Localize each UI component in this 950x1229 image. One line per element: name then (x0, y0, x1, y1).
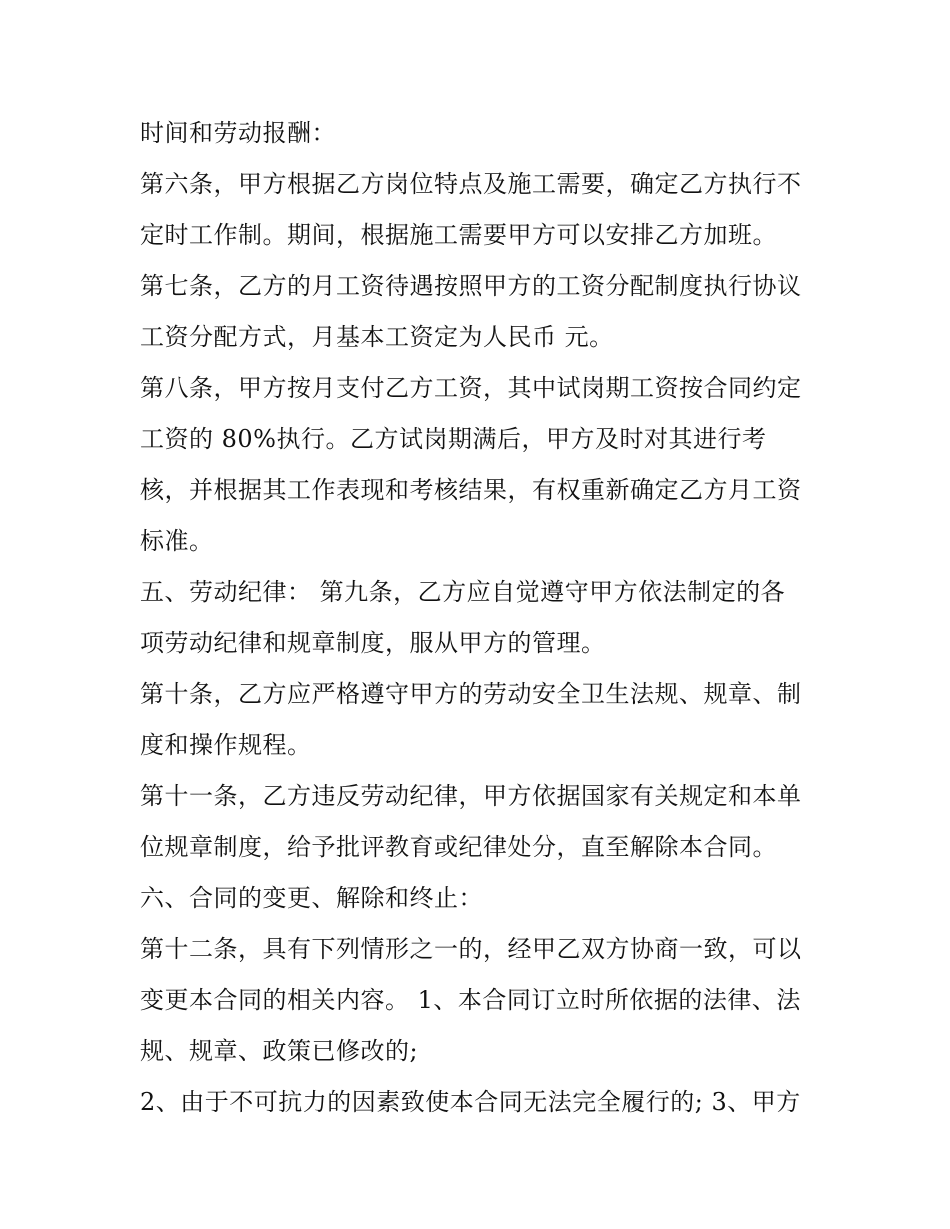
text-line: 第八条，甲方按月支付乙方工资，其中试岗期工资按合同约定 (140, 374, 802, 402)
text-line: 规、规章、政策已修改的; (140, 1037, 419, 1065)
text-line: 时间和劳动报酬： (140, 119, 336, 147)
text-line: 定时工作制。期间，根据施工需要甲方可以安排乙方加班。 (140, 221, 777, 249)
text-line: 五、劳动纪律： 第九条，乙方应自觉遵守甲方依法制定的各 (140, 578, 786, 606)
text-line: 度和操作规程。 (140, 731, 312, 759)
document-body (140, 108, 820, 1128)
text-line: 第十一条，乙方违反劳动纪律，甲方依据国家有关规定和本单 (140, 782, 802, 810)
text-line: 项劳动纪律和规章制度，服从甲方的管理。 (140, 629, 606, 657)
text-line: 六、合同的变更、解除和终止： (140, 884, 483, 912)
text-line: 标准。 (140, 527, 214, 555)
text-line: 2、由于不可抗力的因素致使本合同无法完全履行的; 3、甲方 (140, 1088, 801, 1116)
text-line: 第七条，乙方的月工资待遇按照甲方的工资分配制度执行协议 (140, 272, 802, 300)
text-line: 第十条，乙方应严格遵守甲方的劳动安全卫生法规、规章、制 (140, 680, 802, 708)
text-line: 位规章制度，给予批评教育或纪律处分，直至解除本合同。 (140, 833, 777, 861)
text-line: 变更本合同的相关内容。 1、本合同订立时所依据的法律、法 (140, 986, 801, 1014)
text-line: 工资分配方式，月基本工资定为人民币 元。 (140, 323, 614, 351)
text-line: 工资的 80%执行。乙方试岗期满后，甲方及时对其进行考 (140, 425, 767, 453)
text-line: 第十二条，具有下列情形之一的，经甲乙双方协商一致，可以 (140, 935, 802, 963)
text-line: 核，并根据其工作表现和考核结果，有权重新确定乙方月工资 (140, 476, 802, 504)
text-line: 第六条，甲方根据乙方岗位特点及施工需要，确定乙方执行不 (140, 170, 802, 198)
